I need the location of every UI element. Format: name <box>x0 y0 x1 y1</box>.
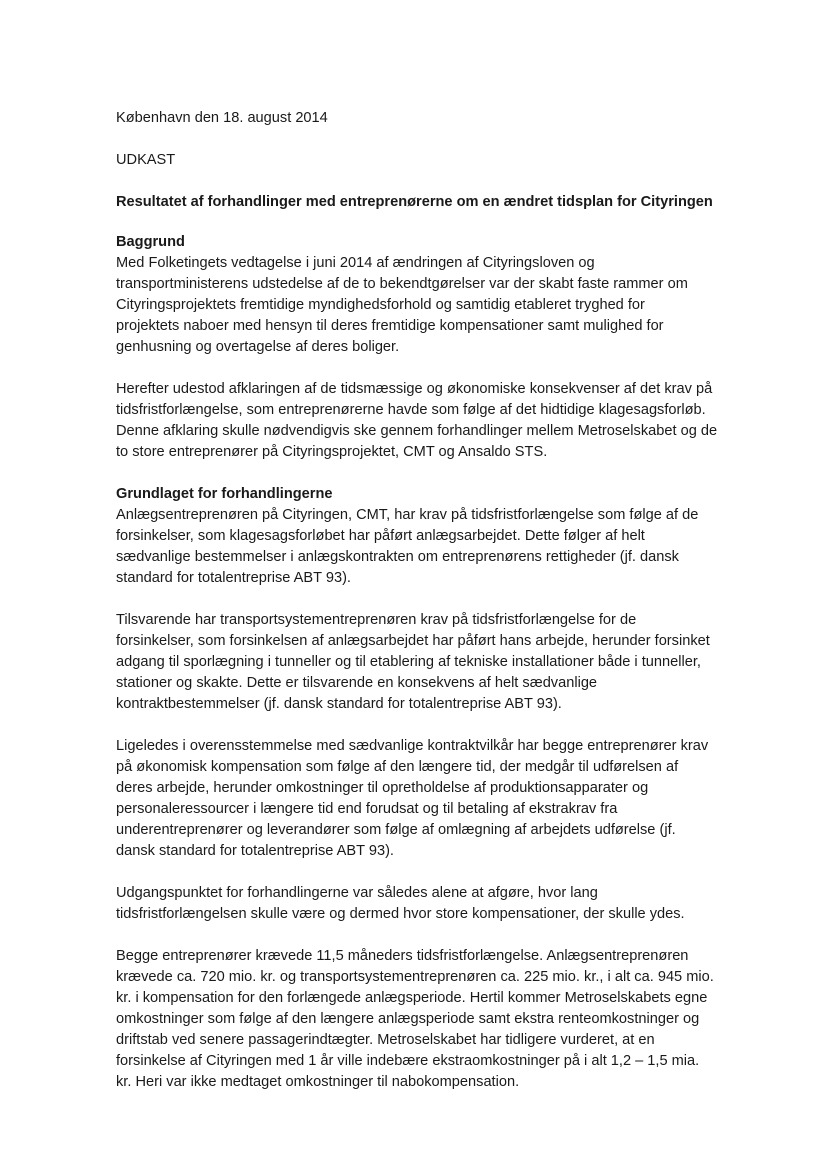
paragraph-line: på økonomisk kompensation som følge af den længere tid, der medgår til udførelsen af <box>116 759 679 775</box>
paragraph-line: deres arbejde, herunder omkostninger til opretholdelse af produktionsapparater og <box>116 780 649 796</box>
paragraph-line: projektets naboer med hensyn til deres fremtidige kompensationer samt mulighed for <box>116 318 664 334</box>
paragraph-line: transportministerens udstedelse af de to bekendtgørelser var der skabt faste rammer om <box>116 276 688 292</box>
paragraph <box>116 505 756 589</box>
paragraph-line: Cityringsprojektets fremtidige myndighedsforhold og samtidig etableret tryghed for <box>116 297 645 313</box>
paragraph-line: forsinkelser, som klagesagsforløbet har påført anlægsarbejdet. Dette følger af helt <box>116 528 645 544</box>
paragraph <box>116 736 756 862</box>
paragraph-line: personaleressourcer i længere tid end forudsat og til betaling af ekstrakrav fra <box>116 801 618 817</box>
paragraph-line: Denne afklaring skulle nødvendigvis ske gennem forhandlinger mellem Metroselskabet og de <box>116 423 718 439</box>
paragraph-line: Med Folketingets vedtagelse i juni 2014 af ændringen af Cityringsloven og <box>116 255 595 271</box>
paragraph-line: tidsfristforlængelse, som entreprenørerne havde som følge af det hidtidige klagesagsforløb. <box>116 402 706 418</box>
paragraph-line: omkostninger som følge af den længere anlægsperiode samt ekstra renteomkostninger og <box>116 1011 700 1027</box>
paragraph-line: to store entreprenører på Cityringsprojektet, CMT og Ansaldo STS. <box>116 444 548 460</box>
paragraph-line: driftstab ved senere passagerindtægter. Metroselskabet har tidligere vurderet, at en <box>116 1032 655 1048</box>
document-title: Resultatet af forhandlinger med entreprenørerne om en ændret tidsplan for Cityringen <box>116 194 713 210</box>
paragraph-line: krævede ca. 720 mio. kr. og transportsystementreprenøren ca. 225 mio. kr., i alt ca. 945 mio. <box>116 969 714 985</box>
paragraph-line: kr. Heri var ikke medtaget omkostninger til nabokompensation. <box>116 1074 520 1090</box>
paragraph-line: forsinkelser, som forsinkelsen af anlægsarbejdet har påført hans arbejde, herunder forsinket <box>116 633 710 649</box>
section-heading: Grundlaget for forhandlingerne <box>116 486 333 502</box>
paragraph <box>116 379 756 463</box>
paragraph-line: Udgangspunktet for forhandlingerne var således alene at afgøre, hvor lang <box>116 885 598 901</box>
paragraph-line: genhusning og overtagelse af deres boliger. <box>116 339 400 355</box>
date-line: København den 18. august 2014 <box>116 110 328 126</box>
paragraph-line: standard for totalentreprise ABT 93). <box>116 570 351 586</box>
paragraph-line: underentreprenører og leverandører som følge af omlægning af arbejdets udførelse (jf. <box>116 822 676 838</box>
paragraph-line: stationer og skakte. Dette er tilsvarende en konsekvens af helt sædvanlige <box>116 675 598 691</box>
paragraph-line: tidsfristforlængelsen skulle være og dermed hvor store kompensationer, der skulle ydes. <box>116 906 685 922</box>
paragraph-line: Anlægsentreprenøren på Cityringen, CMT, har krav på tidsfristforlængelse som følge af de <box>116 507 699 523</box>
paragraph <box>116 883 756 925</box>
paragraph-line: forsinkelse af Cityringen med 1 år ville indebære ekstraomkostninger på i alt 1,2 – 1,5 mia. <box>116 1053 700 1069</box>
paragraph-line: kontraktbestemmelser (jf. dansk standard for totalentreprise ABT 93). <box>116 696 562 712</box>
paragraph <box>116 946 756 1093</box>
paragraph-line: dansk standard for totalentreprise ABT 93). <box>116 843 394 859</box>
paragraph-line: Herefter udestod afklaringen af de tidsmæssige og økonomiske konsekvenser af det krav på <box>116 381 713 397</box>
paragraph-line: kr. i kompensation for den forlængede anlægsperiode. Hertil kommer Metroselskabets egne <box>116 990 708 1006</box>
document-body <box>116 232 756 1093</box>
paragraph-line: Ligeledes i overensstemmelse med sædvanlige kontraktvilkår har begge entreprenører krav <box>116 738 709 754</box>
paragraph-line: Tilsvarende har transportsystementreprenøren krav på tidsfristforlængelse for de <box>116 612 637 628</box>
paragraph <box>116 610 756 715</box>
paragraph <box>116 253 756 358</box>
section-heading: Baggrund <box>116 234 185 250</box>
paragraph-line: sædvanlige bestemmelser i anlægskontrakten om entreprenørens rettigheder (jf. dansk <box>116 549 679 565</box>
status-label: UDKAST <box>116 152 176 168</box>
paragraph-line: Begge entreprenører krævede 11,5 måneders tidsfristforlængelse. Anlægsentreprenøren <box>116 948 689 964</box>
paragraph-line: adgang til sporlægning i tunneller og til etablering af tekniske installationer både i tunneller, <box>116 654 701 670</box>
document-page <box>116 108 756 1093</box>
